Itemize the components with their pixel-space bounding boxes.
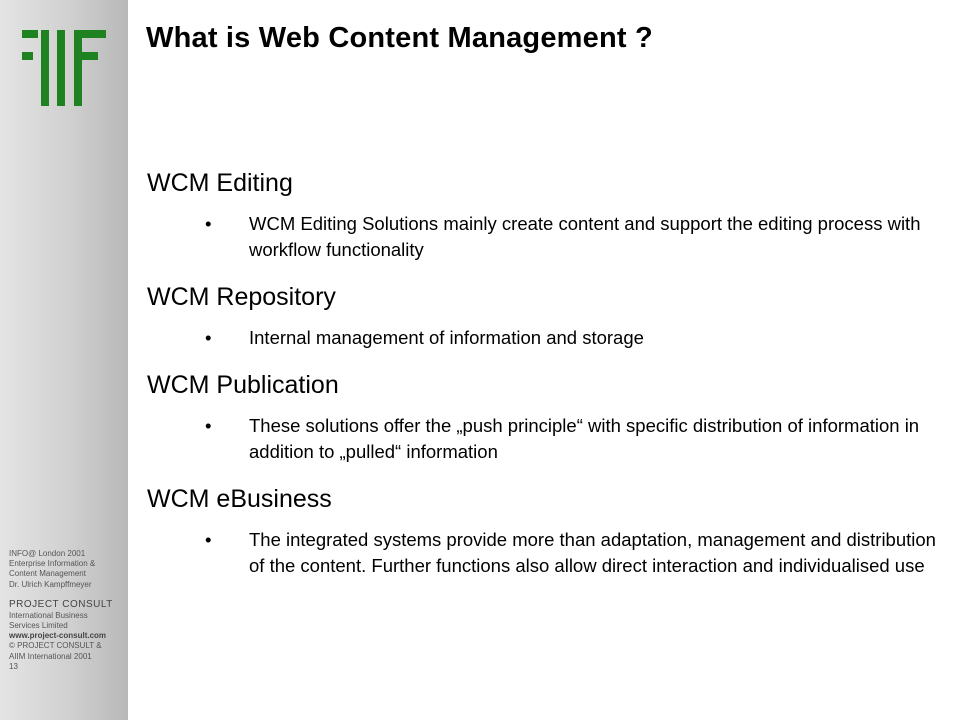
slide-content [147,165,937,595]
copyright-line-1: © PROJECT CONSULT & [9,641,102,651]
bullet-icon: • [205,529,212,550]
author-label: Dr. Ulrich Kampffmeyer [9,579,92,589]
section-heading: WCM eBusiness [147,485,332,513]
bullet-item [147,527,937,579]
event-label: INFO@ London 2001 [9,549,86,558]
project-consult-logo-icon [22,30,106,106]
section-wcm-publication [147,367,937,465]
bullet-icon: • [205,415,212,436]
sidebar-footer [9,549,127,672]
company-line-2: Services Limited [9,621,68,631]
section-heading: WCM Repository [147,283,336,311]
section-wcm-repository [147,279,937,351]
bullet-icon: • [205,213,212,234]
page-number: 13 [9,661,18,671]
company-line-1: International Business [9,610,88,620]
slide-title: What is Web Content Management ? [146,22,653,54]
bullet-text: Internal management of information and storage [249,327,644,348]
company-name: PROJECT CONSULT [9,598,113,610]
bullet-item [147,325,937,351]
section-heading: WCM Editing [147,169,293,197]
section-wcm-ebusiness [147,481,937,579]
bullet-text: These solutions offer the „push principle“ with specific distribution of information in addition to „pulled“ information [249,415,920,462]
sidebar [0,0,128,720]
bullet-text: The integrated systems provide more than adaptation, management and distribution of the content. Further functions also allow direct interaction and individualised use [249,529,936,576]
website-link[interactable]: www.project-consult.com [9,631,107,641]
bullet-icon: • [205,327,212,348]
section-wcm-editing [147,165,937,263]
bullet-item [147,413,937,465]
copyright-line-2: AIIM International 2001 [9,651,92,661]
topic-label-1: Enterprise Information & [9,559,96,569]
bullet-text: WCM Editing Solutions mainly create content and support the editing process with workflow functionality [249,213,921,260]
section-heading: WCM Publication [147,371,339,399]
topic-label-2: Content Management [9,569,86,579]
bullet-item [147,211,937,263]
